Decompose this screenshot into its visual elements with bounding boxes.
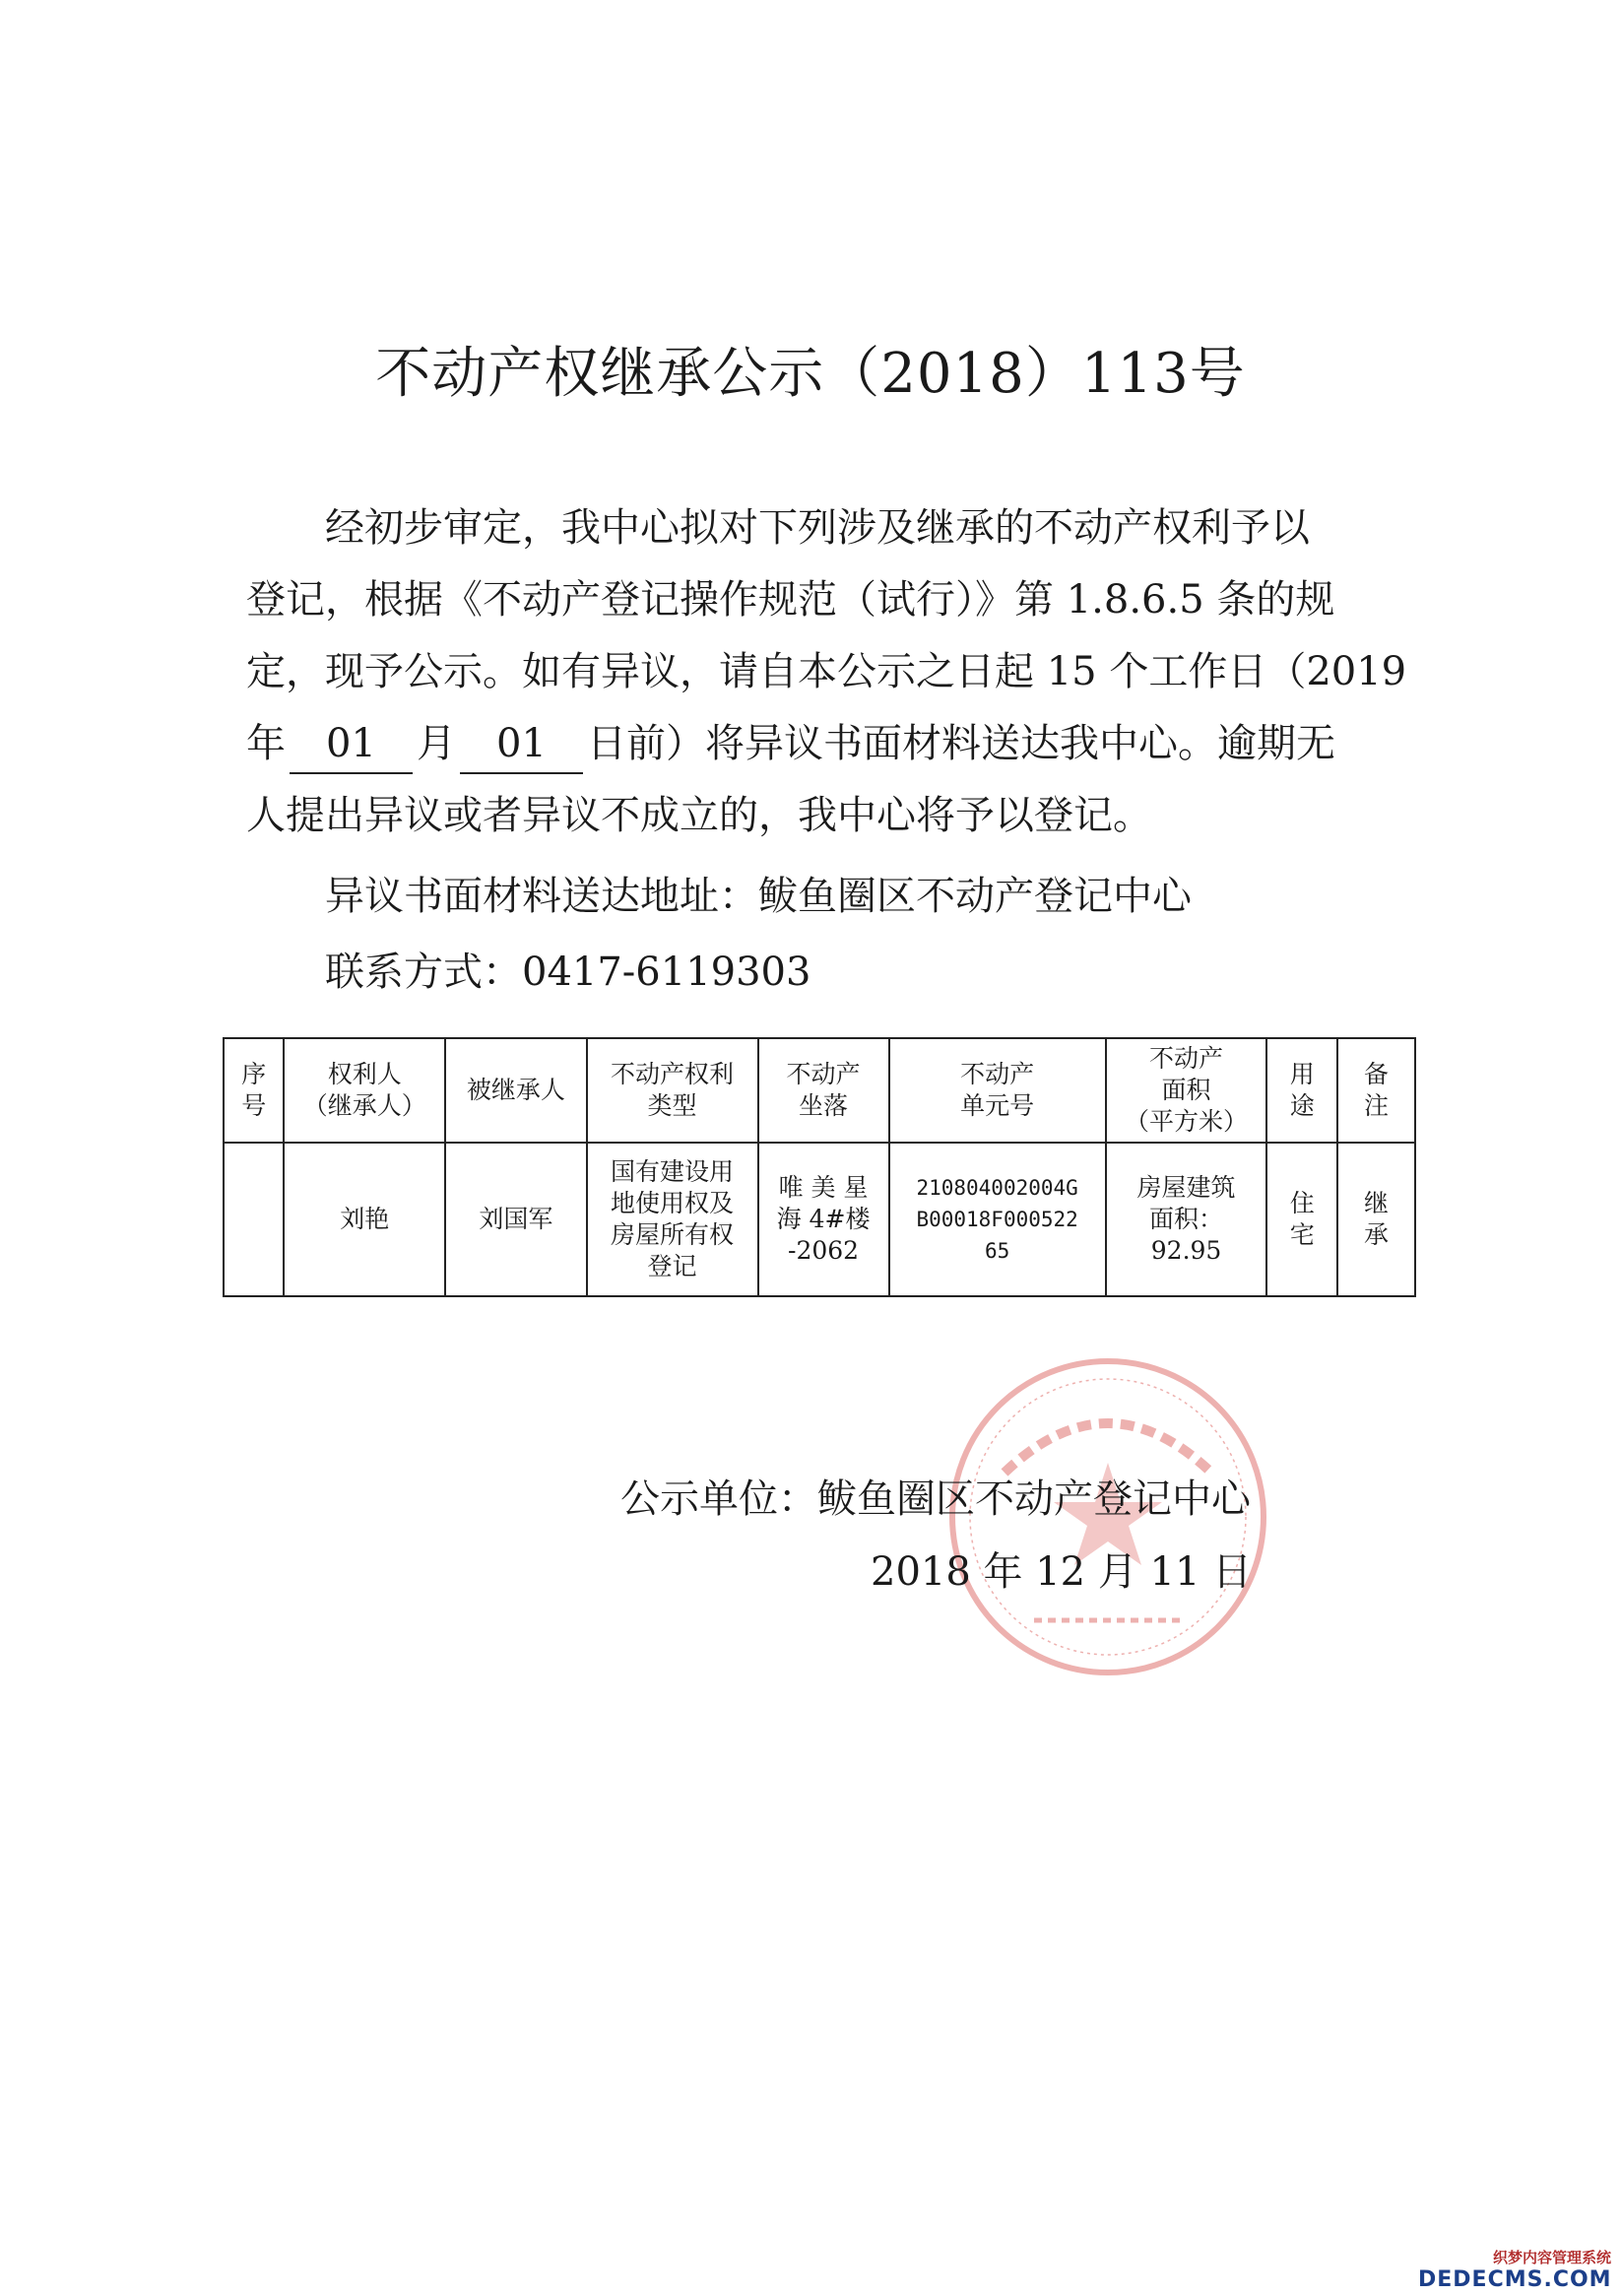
header-decedent: 被继承人	[445, 1038, 586, 1143]
cell-location: 唯 美 星 海 4#楼 -2062	[758, 1143, 889, 1296]
body-line-4	[246, 708, 1379, 780]
body-line-1: 经初步审定，我中心拟对下列涉及继承的不动产权利予以	[325, 505, 1310, 551]
cell-right-type: 国有建设用 地使用权及 房屋所有权 登记	[587, 1143, 758, 1296]
month-label: 月	[417, 721, 456, 766]
issue-date: 2018 年 12 月 11 日	[871, 1549, 1253, 1595]
header-usage: 用 途	[1266, 1038, 1337, 1143]
body-line-4-rest: 日前）将异议书面材料送达我中心。逾期无	[587, 721, 1335, 766]
body-line-3: 定，现予公示。如有异议，请自本公示之日起 15 个工作日（2019	[246, 649, 1407, 694]
table-header-row	[224, 1038, 1415, 1143]
cell-decedent: 刘国军	[445, 1143, 586, 1296]
objection-address: 异议书面材料送达地址：鲅鱼圈区不动产登记中心	[325, 874, 1192, 919]
cell-area: 房屋建筑 面积： 92.95	[1106, 1143, 1267, 1296]
day-value: 01	[460, 715, 583, 774]
month-value: 01	[290, 715, 413, 774]
site-watermark	[1418, 2247, 1611, 2292]
body-line-2: 登记，根据《不动产登记操作规范（试行）》第 1.8.6.5 条的规	[246, 577, 1335, 623]
year-label: 年	[246, 721, 286, 766]
header-location: 不动产 坐落	[758, 1038, 889, 1143]
cell-holder: 刘艳	[284, 1143, 445, 1296]
cell-unit-no: 210804002004G B00018F000522 65	[889, 1143, 1106, 1296]
header-area: 不动产 面积 （平方米）	[1106, 1038, 1267, 1143]
contact-phone: 联系方式：0417-6119303	[325, 950, 811, 995]
header-remark: 备 注	[1337, 1038, 1415, 1143]
header-right-type: 不动产权利 类型	[587, 1038, 758, 1143]
cell-remark: 继 承	[1337, 1143, 1415, 1296]
table-row	[224, 1143, 1415, 1296]
issuing-unit: 公示单位：鲅鱼圈区不动产登记中心	[620, 1476, 1251, 1522]
document-title: 不动产权继承公示（2018）113号	[375, 342, 1246, 406]
inheritance-table	[223, 1037, 1416, 1297]
watermark-line-2: DEDECMS.COM	[1418, 2267, 1612, 2292]
notice-body	[246, 492, 1407, 852]
header-holder: 权利人 （继承人）	[284, 1038, 445, 1143]
header-unit-no: 不动产 单元号	[889, 1038, 1106, 1143]
cell-seq	[224, 1143, 284, 1296]
body-line-5: 人提出异议或者异议不成立的，我中心将予以登记。	[246, 793, 1152, 838]
header-seq: 序 号	[224, 1038, 284, 1143]
watermark-line-1: 织梦内容管理系统	[1492, 2249, 1611, 2266]
cell-usage: 住 宅	[1266, 1143, 1337, 1296]
